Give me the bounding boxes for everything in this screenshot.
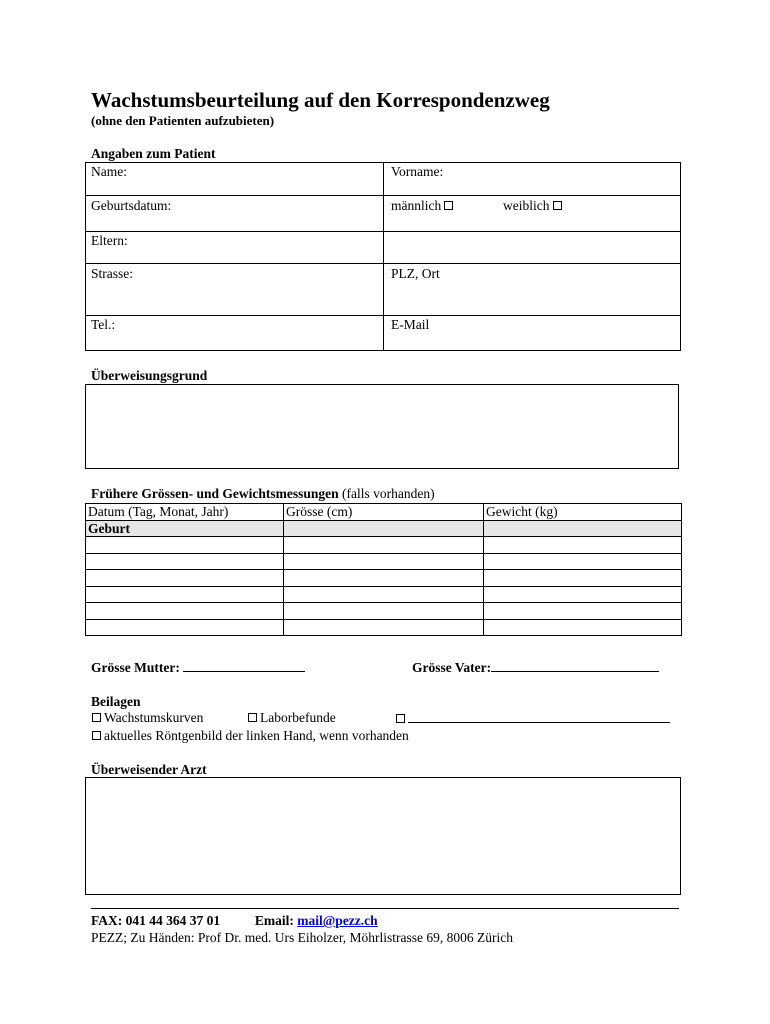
mutter-label: Grösse Mutter: — [91, 660, 180, 675]
table-cell[interactable] — [484, 570, 682, 587]
mutter-row — [91, 660, 305, 676]
plz-field[interactable]: PLZ, Ort — [391, 266, 440, 281]
strasse-field[interactable]: Strasse: — [91, 266, 133, 281]
table-cell[interactable] — [86, 570, 284, 587]
vater-input[interactable] — [491, 671, 659, 672]
col-datum: Datum (Tag, Monat, Jahr) — [86, 504, 284, 521]
table-cell[interactable] — [284, 603, 484, 620]
table-cell[interactable] — [86, 603, 284, 620]
page-title: Wachstumsbeurteilung auf den Korrespondenzweg — [91, 88, 550, 112]
referral-textarea[interactable] — [85, 384, 679, 469]
table-row — [86, 537, 682, 554]
doctor-textarea[interactable] — [85, 777, 681, 895]
weiblich-checkbox[interactable] — [553, 201, 562, 210]
col-groesse: Grösse (cm) — [284, 504, 484, 521]
measurements-title: Frühere Grössen- und Gewichtsmessungen — [91, 486, 339, 501]
table-cell[interactable] — [284, 553, 484, 570]
page-subtitle: (ohne den Patienten aufzubieten) — [91, 113, 275, 128]
beilage-laborbefunde[interactable] — [245, 710, 336, 726]
vorname-field[interactable]: Vorname: — [391, 164, 444, 179]
measurements-note: (falls vorhanden) — [342, 486, 435, 501]
tel-field[interactable]: Tel.: — [91, 317, 116, 332]
maennlich-label: männlich — [391, 198, 442, 213]
geburt-label: Geburt — [86, 520, 284, 537]
weiblich-label: weiblich — [503, 198, 550, 213]
col-gewicht: Gewicht (kg) — [484, 504, 682, 521]
footer-email-label: Email: — [254, 913, 294, 928]
footer-contact — [91, 913, 378, 929]
measurements-table — [85, 503, 682, 636]
table-cell[interactable] — [284, 537, 484, 554]
table-row — [86, 603, 682, 620]
referral-heading: Überweisungsgrund — [91, 368, 208, 383]
footer-divider — [91, 908, 679, 909]
table-cell[interactable] — [284, 619, 484, 636]
table-cell[interactable] — [284, 570, 484, 587]
table-cell[interactable] — [484, 586, 682, 603]
table-header-row — [86, 504, 682, 521]
footer-address: PEZZ; Zu Händen: Prof Dr. med. Urs Eiholzer, Möhrlistrasse 69, 8006 Zürich — [91, 930, 514, 945]
wachstumskurven-checkbox[interactable] — [92, 713, 101, 722]
mutter-input[interactable] — [183, 671, 305, 672]
vater-label: Grösse Vater: — [412, 660, 492, 675]
footer-fax: FAX: 041 44 364 37 01 — [91, 913, 221, 928]
footer-email-link[interactable]: mail@pezz.ch — [297, 913, 378, 928]
beilage-other[interactable] — [393, 710, 670, 727]
laborbefunde-label: Laborbefunde — [260, 710, 336, 725]
table-cell[interactable] — [484, 619, 682, 636]
table-row — [86, 553, 682, 570]
maennlich-option[interactable] — [391, 198, 456, 214]
table-cell[interactable] — [484, 603, 682, 620]
beilagen-heading: Beilagen — [91, 694, 141, 709]
doctor-heading: Überweisender Arzt — [91, 762, 207, 777]
measurements-heading — [91, 486, 435, 502]
name-field[interactable]: Name: — [91, 164, 127, 179]
geburtsdatum-field[interactable]: Geburtsdatum: — [91, 198, 172, 213]
maennlich-checkbox[interactable] — [444, 201, 453, 210]
patient-table — [85, 162, 681, 351]
table-cell[interactable] — [484, 553, 682, 570]
vater-row — [412, 660, 659, 676]
table-row — [86, 586, 682, 603]
table-cell[interactable] — [86, 619, 284, 636]
table-row — [86, 619, 682, 636]
table-cell[interactable] — [86, 553, 284, 570]
roentgen-checkbox[interactable] — [92, 731, 101, 740]
table-cell[interactable] — [284, 586, 484, 603]
table-row — [86, 570, 682, 587]
email-field[interactable]: E-Mail — [391, 317, 430, 332]
table-cell[interactable] — [484, 520, 682, 537]
weiblich-option[interactable] — [503, 198, 565, 214]
patient-heading: Angaben zum Patient — [91, 146, 216, 161]
other-input[interactable] — [408, 710, 670, 723]
other-checkbox[interactable] — [396, 714, 405, 723]
beilage-roentgen[interactable] — [89, 728, 409, 744]
beilage-wachstumskurven[interactable] — [89, 710, 203, 726]
table-cell[interactable] — [86, 586, 284, 603]
table-cell[interactable] — [86, 537, 284, 554]
eltern-field[interactable]: Eltern: — [91, 233, 128, 248]
laborbefunde-checkbox[interactable] — [248, 713, 257, 722]
wachstumskurven-label: Wachstumskurven — [104, 710, 204, 725]
table-cell[interactable] — [284, 520, 484, 537]
table-row — [86, 520, 682, 537]
roentgen-label: aktuelles Röntgenbild der linken Hand, wenn vorhanden — [104, 728, 409, 743]
table-cell[interactable] — [484, 537, 682, 554]
